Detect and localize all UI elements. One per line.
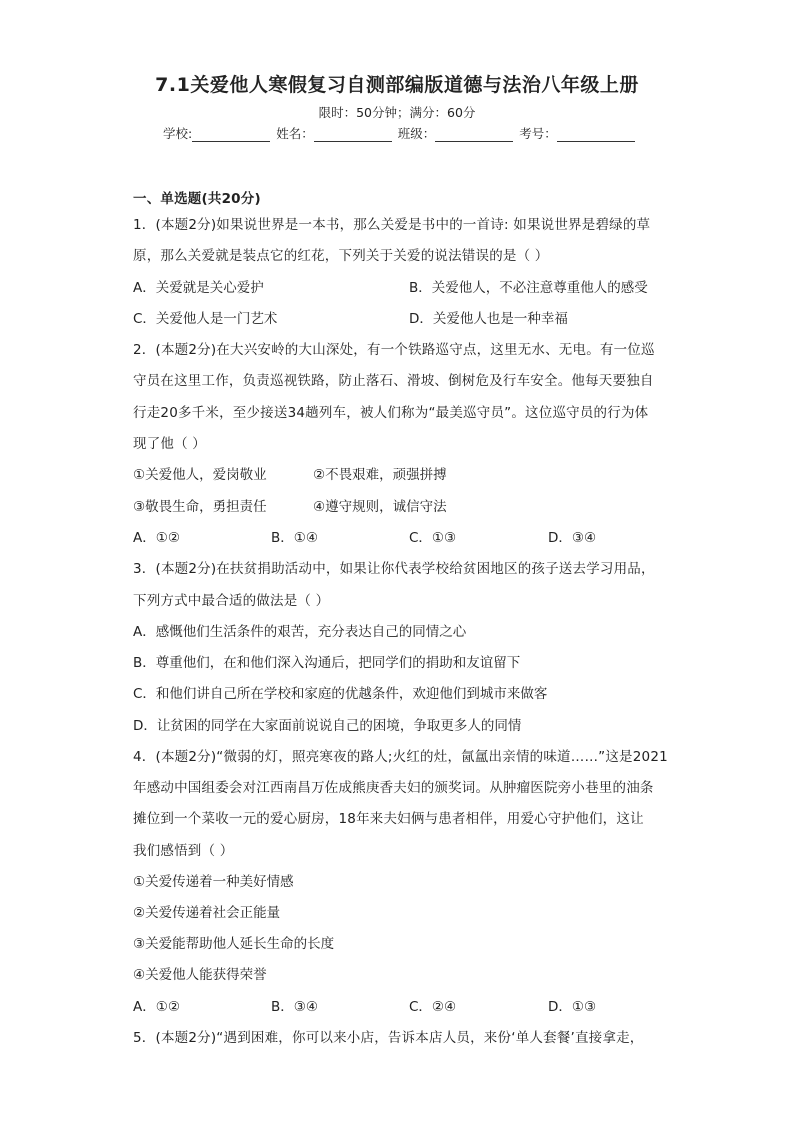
name-blank[interactable] — [314, 128, 392, 142]
q2-option-b[interactable]: B．①④ — [271, 530, 318, 546]
q3-option-a[interactable]: A．感慨他们生活条件的艰苦，充分表达自己的同情之心 — [133, 624, 467, 640]
q1-option-b[interactable]: B．关爱他人，不必注意尊重他人的感受 — [409, 280, 648, 296]
q4-item-1: ①关爱传递着一种美好情感 — [133, 874, 294, 890]
q2-stem-line: 现了他（ ） — [133, 436, 206, 452]
class-blank[interactable] — [435, 128, 513, 142]
q4-stem-line: 我们感悟到（ ） — [133, 843, 234, 859]
school-blank[interactable] — [192, 128, 270, 142]
exam-number-label: 考号： — [519, 126, 557, 141]
q2-stem-line: 守员在这里工作，负责巡视铁路，防止落石、滑坡、倒树危及行车安全。他每天要独自 — [133, 373, 654, 389]
q3-option-d[interactable]: D．让贫困的同学在大家面前说说自己的困境，争取更多人的同情 — [133, 718, 522, 734]
q4-stem-line: 4．(本题2分)“微弱的灯，照亮寒夜的路人;火红的灶，氤氲出亲情的味道……”这是2021 — [133, 749, 668, 765]
q2-item-4: ④遵守规则，诚信守法 — [313, 499, 447, 515]
q4-option-b[interactable]: B．③④ — [271, 999, 318, 1015]
q1-stem-line: 1．(本题2分)如果说世界是一本书，那么关爱是书中的一首诗: 如果说世界是碧绿的草 — [133, 217, 651, 233]
q3-option-b[interactable]: B．尊重他们，在和他们深入沟通后，把同学们的捐助和友谊留下 — [133, 655, 521, 671]
q2-stem-line: 2．(本题2分)在大兴安岭的大山深处，有一个铁路巡守点，这里无水、无电。有一位巡 — [133, 342, 655, 358]
exam-number-blank[interactable] — [557, 128, 635, 142]
q1-option-d[interactable]: D．关爱他人也是一种幸福 — [409, 311, 568, 327]
class-label: 班级： — [397, 126, 436, 141]
q4-item-4: ④关爱他人能获得荣誉 — [133, 967, 267, 983]
page-title: 7.1关爱他人寒假复习自测部编版道德与法治八年级上册 — [155, 74, 639, 96]
q3-stem-line: 3．(本题2分)在扶贫捐助活动中，如果让你代表学校给贫困地区的孩子送去学习用品， — [133, 561, 655, 577]
q2-option-a[interactable]: A．①② — [133, 530, 180, 546]
q4-option-c[interactable]: C．②④ — [409, 999, 457, 1015]
q4-stem-line: 年感动中国组委会对江西南昌万佐成熊庚香夫妇的颁奖词。从肿瘤医院旁小巷里的油条 — [133, 780, 654, 796]
q2-stem-line: 行走20多千米，至少接送34趟列车，被人们称为“最美巡守员”。这位巡守员的行为体 — [133, 405, 649, 421]
student-info-fields — [163, 124, 637, 142]
q3-stem-line: 下列方式中最合适的做法是（ ） — [133, 593, 330, 609]
q1-stem-line: 原，那么关爱就是装点它的红花，下列关于关爱的说法错误的是（ ） — [133, 248, 549, 264]
q1-option-c[interactable]: C．关爱他人是一门艺术 — [133, 311, 278, 327]
q5-stem-line: 5．(本题2分)“遇到困难，你可以来小店，告诉本店人员，来份‘单人套餐’直接拿走， — [133, 1030, 644, 1046]
q4-stem-line: 摊位到一个菜收一元的爱心厨房，18年来夫妇俩与患者相伴，用爱心守护他们，这让 — [133, 811, 644, 827]
q2-item-1: ①关爱他人，爱岗敬业 — [133, 467, 267, 483]
q2-option-d[interactable]: D．③④ — [548, 530, 597, 546]
q3-option-c[interactable]: C．和他们讲自己所在学校和家庭的优越条件，欢迎他们到城市来做客 — [133, 686, 548, 702]
q2-item-3: ③敬畏生命，勇担责任 — [133, 499, 267, 515]
q4-option-a[interactable]: A．①② — [133, 999, 180, 1015]
q4-item-3: ③关爱能帮助他人延长生命的长度 — [133, 936, 335, 952]
section-heading: 一、单选题(共20分) — [133, 191, 261, 207]
school-label: 学校: — [163, 126, 193, 141]
name-label: 姓名： — [276, 126, 314, 141]
q2-option-c[interactable]: C．①③ — [409, 530, 457, 546]
q2-item-2: ②不畏艰难，顽强拼搏 — [313, 467, 447, 483]
q4-item-2: ②关爱传递着社会正能量 — [133, 905, 281, 921]
time-score-limits: 限时：50分钟；满分：60分 — [318, 105, 476, 120]
q4-option-d[interactable]: D．①③ — [548, 999, 597, 1015]
q1-option-a[interactable]: A．关爱就是关心爱护 — [133, 280, 264, 296]
